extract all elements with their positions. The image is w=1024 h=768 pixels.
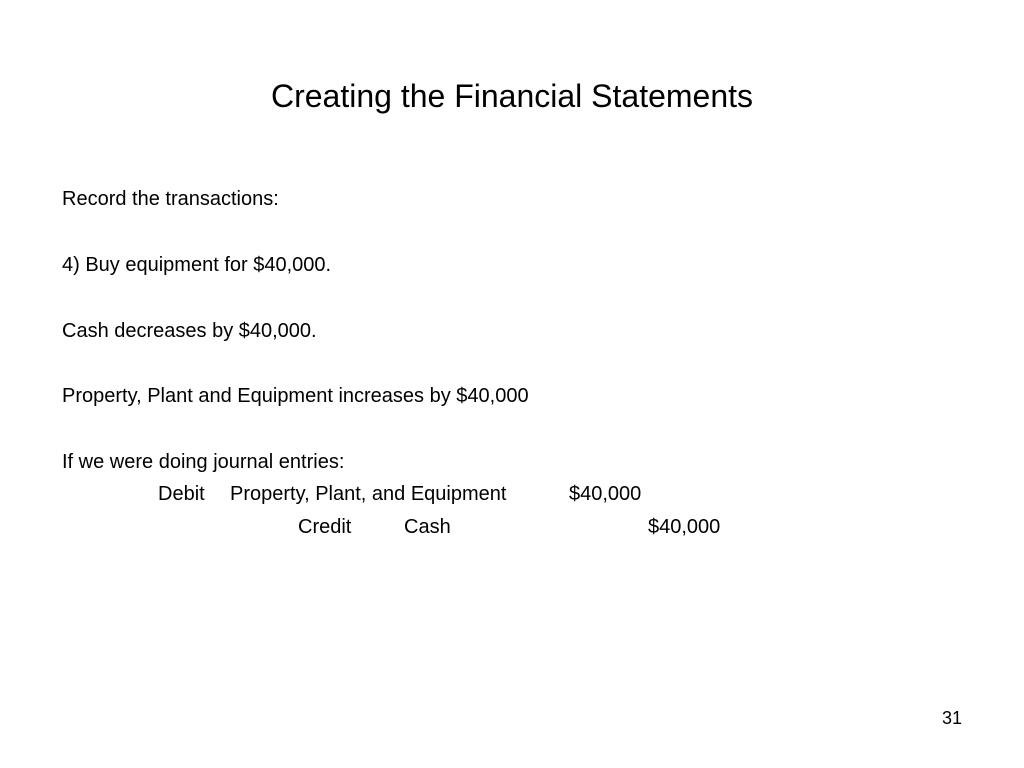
body-line-journal-intro: If we were doing journal entries: — [62, 451, 345, 473]
journal-debit-amount: $40,000 — [569, 483, 642, 505]
journal-credit-label: Credit — [298, 516, 352, 538]
body-line-cash-decreases: Cash decreases by $40,000. — [62, 320, 317, 342]
journal-credit-account: Cash — [404, 516, 451, 538]
slide-title: Creating the Financial Statements — [270, 78, 754, 114]
body-line-ppe-increases: Property, Plant and Equipment increases by $40,000 — [62, 385, 529, 407]
journal-debit-account: Property, Plant, and Equipment — [230, 483, 507, 505]
journal-credit-amount: $40,000 — [648, 516, 721, 538]
body-line-buy-equipment: 4) Buy equipment for $40,000. — [62, 254, 332, 276]
body-line-record-transactions: Record the transactions: — [62, 188, 279, 210]
page-number: 31 — [941, 708, 962, 728]
journal-debit-label: Debit — [158, 483, 205, 505]
